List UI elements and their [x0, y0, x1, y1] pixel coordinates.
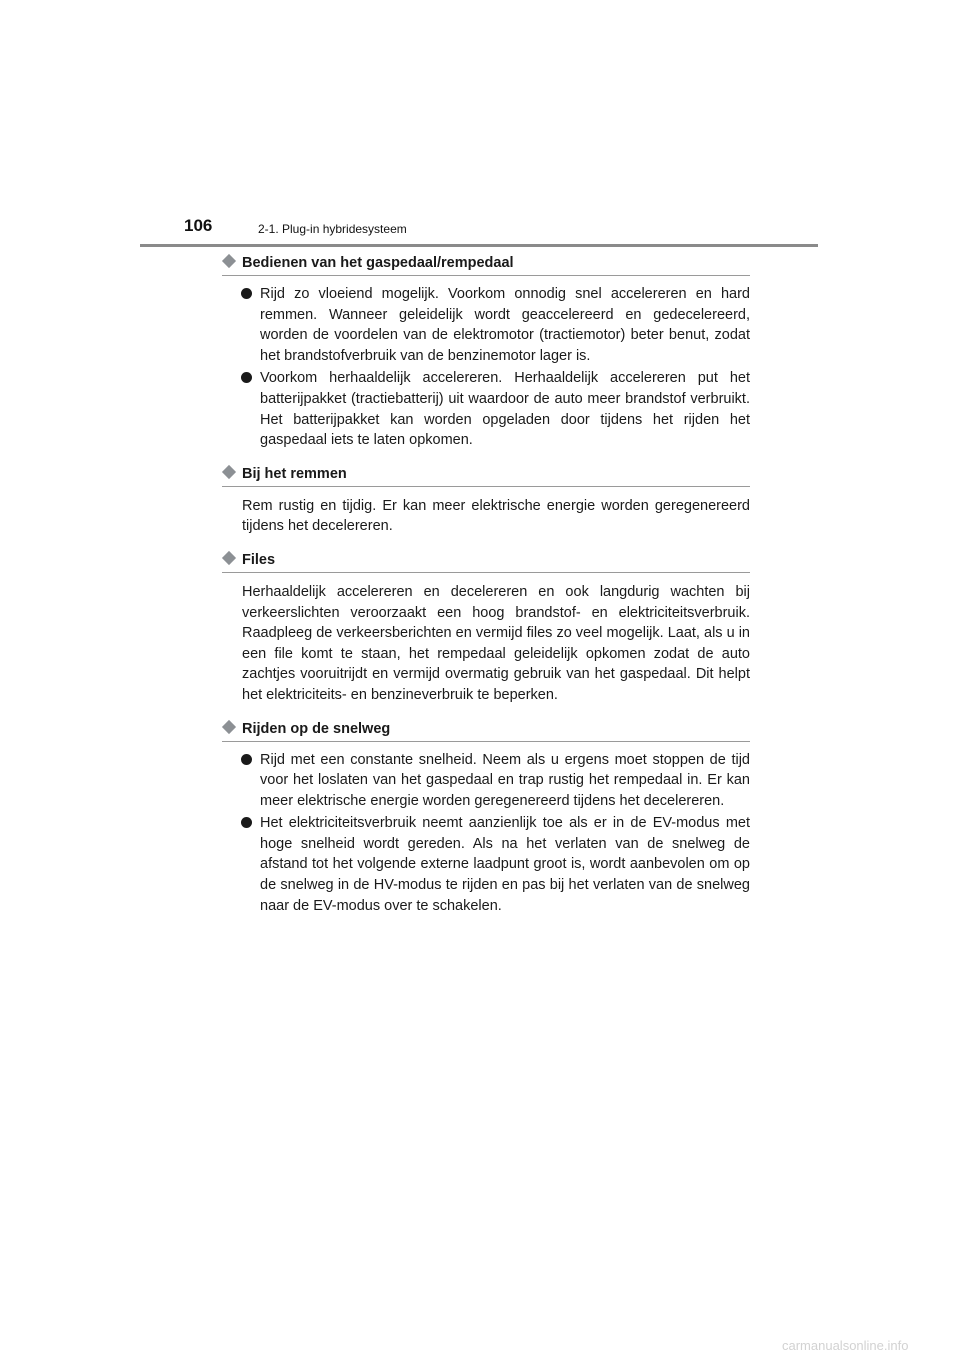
- section-title: Files: [242, 551, 276, 568]
- list-item-text: Rijd zo vloeiend mogelijk. Voorkom onnodig snel accelereren en hard remmen. Wanneer geleidelijk wordt geaccelereerd en gedecelereerd, worden de voordelen van de elektromotor (tractiemotor) beter benut, zodat het brandstofverbruik van de benzinemotor lager is.: [260, 286, 750, 364]
- section-braking: [222, 465, 750, 537]
- list-item-text: Het elektriciteitsverbruik neemt aanzienlijk toe als er in de EV-modus met hoge snelheid wordt gereden. Als na het verlaten van de snelweg de afstand tot het volgende externe laadpunt groot is, wordt aanbevolen om op de snelweg in de HV-modus te rijden en pas bij het verlaten van de snelweg naar de EV-modus over te schakelen.: [260, 815, 750, 914]
- section-heading: [222, 551, 750, 573]
- diamond-icon: [222, 254, 236, 268]
- section-traffic-jams: [222, 551, 750, 706]
- bullet-icon: [241, 372, 252, 383]
- bullet-list: [222, 284, 750, 451]
- section-highway: [222, 720, 750, 917]
- section-title: Bedienen van het gaspedaal/rempedaal: [242, 255, 514, 271]
- diamond-icon: [222, 465, 236, 479]
- header-rule: [140, 244, 818, 247]
- section-title: Bij het remmen: [242, 465, 347, 482]
- section-paragraph: Rem rustig en tijdig. Er kan meer elektrische energie worden geregenereerd tijdens het decelereren.: [242, 497, 750, 535]
- list-item-text: Voorkom herhaaldelijk accelereren. Herhaaldelijk accelereren put het batterijpakket (tractiebatterij) uit waardoor de auto meer brandstof verbruikt. Het batterijpakket kan worden opgeladen door tijdens het rijden het gaspedaal iets te laten opkomen.: [260, 370, 750, 449]
- bullet-list: [222, 750, 750, 917]
- chapter-title: 2-1. Plug-in hybridesysteem: [258, 222, 407, 236]
- diamond-icon: [222, 719, 236, 733]
- watermark-text: carmanualsonline.info: [782, 1338, 909, 1353]
- page-number: 106: [184, 216, 213, 235]
- section-paragraph: Herhaaldelijk accelereren en decelereren en ook langdurig wachten bij verkeerslichten veroorzaakt een hoog brandstof- en elektriciteitsverbruik. Raadpleeg de verkeersberichten en vermijd files zo veel mogelijk. Laat, als u in een file komt te staan, het rempedaal geleidelijk opkomen zodat de auto zachtjes vooruitrijdt en vermijd overmatig gebruik van het gaspedaal. Dit helpt het elektriciteits- en benzineverbruik te beperken.: [242, 583, 750, 703]
- bullet-icon: [241, 754, 252, 765]
- list-item: [222, 284, 750, 366]
- list-item-text: Rijd met een constante snelheid. Neem als u ergens moet stoppen de tijd voor het loslaten van het gaspedaal en trap rustig het rempedaal in. Er kan meer elektrische energie worden geregenereerd tijdens het decelereren.: [260, 751, 750, 809]
- section-title: Rijden op de snelweg: [242, 720, 391, 737]
- list-item: [222, 813, 750, 916]
- bullet-icon: [241, 817, 252, 828]
- section-heading: [222, 720, 750, 742]
- section-gas-brake-pedal: [222, 254, 750, 451]
- list-item: [222, 750, 750, 812]
- section-heading: [222, 254, 750, 276]
- page-content: [222, 254, 750, 930]
- section-heading: [222, 465, 750, 487]
- bullet-icon: [241, 288, 252, 299]
- list-item: [222, 368, 750, 450]
- page-header: [140, 216, 818, 246]
- diamond-icon: [222, 551, 236, 565]
